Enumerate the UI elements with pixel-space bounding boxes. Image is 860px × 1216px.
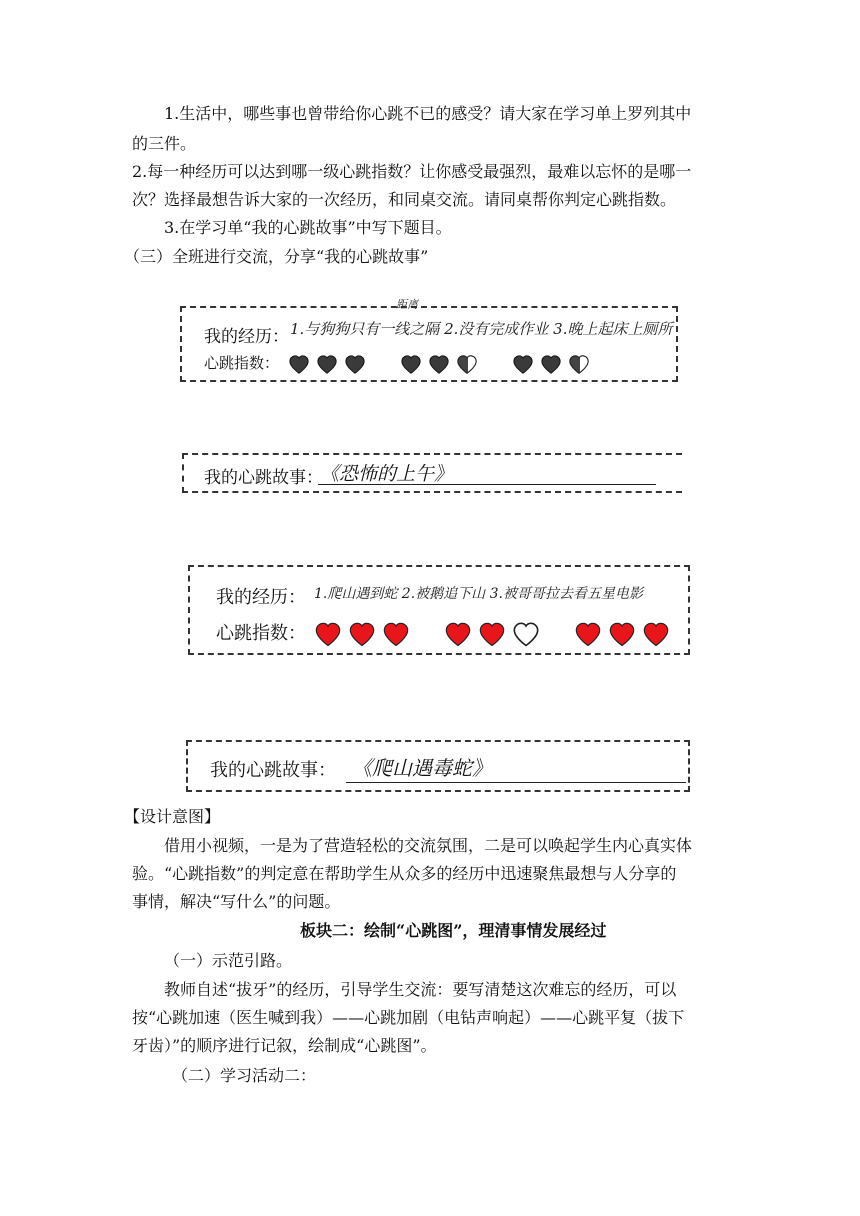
heart-index-red bbox=[314, 621, 692, 649]
heart-icon bbox=[344, 354, 366, 376]
block2-section1: （一）示范引路。 bbox=[164, 951, 293, 970]
heart-icon bbox=[428, 354, 450, 376]
heart-group bbox=[400, 354, 478, 376]
heart-icon bbox=[348, 621, 376, 649]
design-p1-line1: 借用小视频，一是为了营造轻松的交流氛围，二是可以唤起学生内心真实体 bbox=[164, 836, 693, 855]
design-p1-line2: 验。“心跳指数”的判定意在帮助学生从众多的经历中迅速聚焦最想与人分享的 bbox=[132, 864, 677, 883]
experience-label: 我的经历： bbox=[216, 587, 306, 608]
story-title-handwriting: 《爬山遇毒蛇》 bbox=[352, 756, 492, 780]
experience-handwriting: 1.爬山遇到蛇 2.被鹅追下山 3.被哥哥拉去看五星电影 bbox=[314, 586, 643, 602]
heart-index-label: 心跳指数： bbox=[216, 623, 306, 644]
experience-handwriting: 1.与狗狗只有一线之隔 2.没有完成作业 3.晚上起床上厕所 bbox=[290, 320, 673, 338]
section-3-heading: （三）全班进行交流，分享“我的心跳故事” bbox=[124, 247, 429, 266]
heart-icon bbox=[512, 621, 540, 649]
intro-p1-line1: 1.生活中，哪些事也曾带给你心跳不已的感受？请大家在学习单上罗列其中 bbox=[164, 104, 692, 123]
story-card-2 bbox=[186, 740, 690, 792]
heart-icon bbox=[478, 621, 506, 649]
experience-card-1 bbox=[180, 298, 678, 382]
heart-icon bbox=[512, 354, 534, 376]
heart-group bbox=[314, 621, 410, 649]
story-underline bbox=[318, 484, 656, 485]
intro-p2-line1: 2.每一种经历可以达到哪一级心跳指数？让你感受最强烈，最难以忘怀的是哪一 bbox=[132, 162, 692, 181]
heart-group bbox=[288, 354, 366, 376]
heart-icon bbox=[568, 354, 590, 376]
intro-p3: 3.在学习单“我的心跳故事”中写下题目。 bbox=[164, 218, 452, 237]
heart-icon bbox=[456, 354, 478, 376]
heart-index-label: 心跳指数： bbox=[204, 354, 280, 372]
heart-icon bbox=[642, 621, 670, 649]
block2-p-line2: 按“心跳加速（医生喊到我）——心跳加剧（电钻声响起）——心跳平复（拔下 bbox=[132, 1008, 685, 1027]
heart-icon bbox=[608, 621, 636, 649]
experience-card-2 bbox=[188, 565, 690, 655]
story-label: 我的心跳故事： bbox=[204, 468, 323, 488]
heart-icon bbox=[400, 354, 422, 376]
heart-group bbox=[512, 354, 590, 376]
heart-icon bbox=[540, 354, 562, 376]
heart-icon bbox=[316, 354, 338, 376]
story-label: 我的心跳故事： bbox=[210, 760, 336, 781]
heart-group bbox=[444, 621, 540, 649]
heart-icon bbox=[444, 621, 472, 649]
heart-icon bbox=[574, 621, 602, 649]
design-p1-line3: 事情，解决“写什么”的问题。 bbox=[132, 892, 341, 911]
intro-p2-line2: 次？选择最想告诉大家的一次经历，和同桌交流。请同桌帮你判定心跳指数。 bbox=[132, 190, 677, 209]
design-heading: 【设计意图】 bbox=[124, 807, 221, 826]
intro-p1-line2: 的三件。 bbox=[132, 134, 197, 153]
story-title-handwriting: 《恐怖的上午》 bbox=[320, 463, 454, 485]
block2-title: 板块二：绘制“心跳图”，理清事情发展经过 bbox=[300, 921, 607, 940]
heart-group bbox=[574, 621, 670, 649]
heart-icon bbox=[288, 354, 310, 376]
handwriting-note: 距离 bbox=[396, 298, 418, 311]
block2-p-line3: 牙齿）”的顺序进行记叙，绘制成“心跳图”。 bbox=[132, 1036, 437, 1055]
heart-icon bbox=[314, 621, 342, 649]
story-card-1 bbox=[182, 453, 682, 493]
experience-label: 我的经历： bbox=[204, 327, 289, 347]
heart-index-pencil bbox=[288, 354, 612, 376]
heart-icon bbox=[382, 621, 410, 649]
block2-section2: （二）学习活动二： bbox=[172, 1066, 317, 1085]
block2-p-line1: 教师自述“拔牙”的经历，引导学生交流：要写清楚这次难忘的经历，可以 bbox=[164, 980, 677, 999]
story-underline bbox=[346, 782, 686, 783]
